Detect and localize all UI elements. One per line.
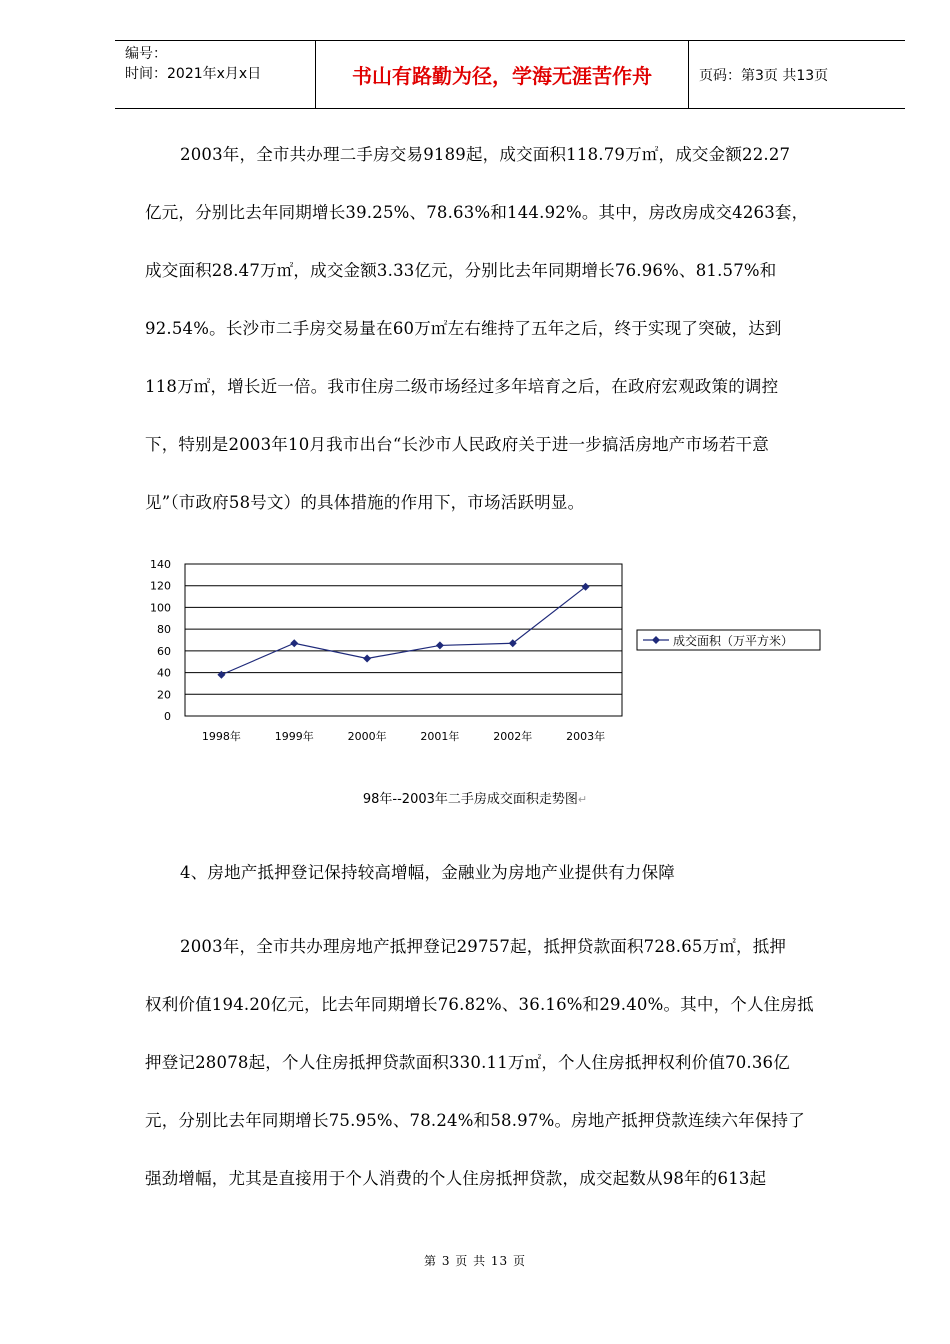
plot-area xyxy=(185,564,622,716)
header-motto: 书山有路勤为径，学海无涯苦作舟 xyxy=(316,41,689,108)
paragraph-line: 元，分别比去年同期增长75.95%、78.24%和58.97%。房地产抵押贷款连续六年保持了 xyxy=(145,1111,805,1130)
paragraph-line: 见”（市政府58号文）的具体措施的作用下，市场活跃明显。 xyxy=(145,493,585,512)
y-tick-label: 140 xyxy=(150,558,171,571)
y-tick-label: 40 xyxy=(157,666,171,680)
data-point xyxy=(436,641,444,649)
serial-label: 编号： xyxy=(125,46,167,62)
y-tick-label: 60 xyxy=(157,644,171,658)
y-tick-label: 120 xyxy=(150,579,171,593)
document-header xyxy=(115,40,905,109)
y-tick-label: 100 xyxy=(150,601,171,615)
y-tick-label: 20 xyxy=(157,688,171,702)
chart-caption xyxy=(0,788,950,807)
chart-svg xyxy=(140,550,830,760)
data-point xyxy=(290,639,298,647)
header-page-info: 页码：第3页 共13页 xyxy=(699,67,829,84)
x-tick-label: 1998年 xyxy=(201,730,241,743)
paragraph-line: 2003年，全市共办理房地产抵押登记29757起，抵押贷款面积728.65万㎡，抵押 xyxy=(180,937,787,956)
paragraph-mark-icon: ↵ xyxy=(577,793,588,806)
paragraph-line: 118万㎡，增长近一倍。我市住房二级市场经过多年培育之后，在政府宏观政策的调控 xyxy=(145,377,779,396)
time-label: 时间：2021年x月x日 xyxy=(125,66,262,82)
legend-label: 成交面积（万平方米） xyxy=(673,634,794,648)
x-tick-label: 2002年 xyxy=(493,730,533,743)
x-tick-label: 2003年 xyxy=(566,730,606,743)
x-tick-label: 2001年 xyxy=(420,730,460,743)
line-chart xyxy=(140,550,830,760)
page-footer: 第 3 页 共 13 页 xyxy=(424,1254,526,1268)
chart-title: 98年--2003年二手房成交面积走势图 xyxy=(362,792,578,807)
series-line xyxy=(221,587,585,675)
paragraph-line: 亿元，分别比去年同期增长39.25%、78.63%和144.92%。其中，房改房成交4263套， xyxy=(145,203,809,222)
paragraph-line: 2003年，全市共办理二手房交易9189起，成交面积118.79万㎡，成交金额22.27 xyxy=(180,145,791,164)
paragraph-line: 92.54%。长沙市二手房交易量在60万㎡左右维持了五年之后，终于实现了突破，达到 xyxy=(145,319,782,338)
x-tick-label: 1999年 xyxy=(274,730,314,743)
paragraph-line: 押登记28078起，个人住房抵押贷款面积330.11万㎡，个人住房抵押权利价值70.36亿 xyxy=(145,1053,790,1072)
data-point xyxy=(217,671,225,679)
paragraph-line: 下，特别是2003年10月我市出台“长沙市人民政府关于进一步搞活房地产市场若干意 xyxy=(145,435,769,454)
paragraph-line: 强劲增幅，尤其是直接用于个人消费的个人住房抵押贷款，成交起数从98年的613起 xyxy=(145,1169,767,1188)
y-tick-label: 0 xyxy=(164,710,171,723)
paragraph-line: 成交面积28.47万㎡，成交金额3.33亿元，分别比去年同期增长76.96%、81.57%和 xyxy=(145,261,777,280)
x-tick-label: 2000年 xyxy=(347,730,387,743)
paragraph-line: 权利价值194.20亿元，比去年同期增长76.82%、36.16%和29.40%。其中，个人住房抵 xyxy=(145,995,814,1014)
y-tick-label: 80 xyxy=(157,623,171,637)
header-meta-cell xyxy=(115,41,316,108)
data-point xyxy=(363,654,371,662)
section-heading: 4、房地产抵押登记保持较高增幅，金融业为房地产业提供有力保障 xyxy=(180,863,675,882)
